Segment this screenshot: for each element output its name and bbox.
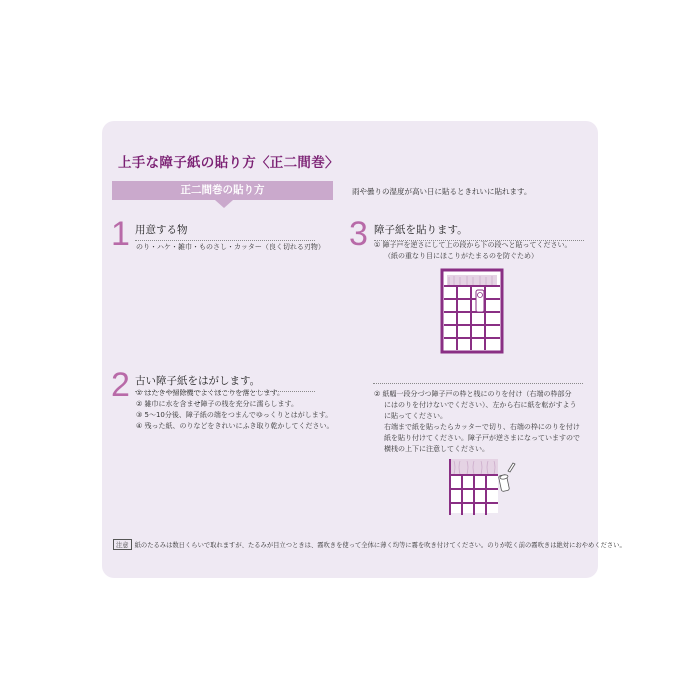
step-2-line-2: ② 雑巾に水を含ませ障子の桟を充分に濡らします。 [136, 400, 298, 408]
step-3-line-6: 右端まで紙を貼ったらカッターで切り、右端の枠にのりを付け [384, 423, 580, 431]
step-3-line-3: ② 紙幅一段分づつ障子戸の枠と桟にのりを付け（右端の枠部分 [374, 390, 572, 398]
paste-roller-illustration [448, 457, 516, 515]
step-heading-3: 障子紙を貼ります。 [374, 222, 584, 241]
step-number-2: 2 [111, 366, 130, 404]
step-3-line-7: 紙を貼り付けてください。障子戸が逆さまになっていますので [384, 434, 580, 442]
step-2-line-3: ③ 5〜10分後、障子紙の端をつまんでゆっくりとはがします。 [136, 411, 333, 419]
step-heading-1: 用意する物 [135, 222, 315, 241]
step-3-line-8: 横桟の上下に注意してください。 [384, 445, 489, 453]
step-heading-2: 古い障子紙をはがします。 [135, 373, 315, 392]
divider-line [373, 383, 583, 384]
step-number-1: 1 [111, 215, 130, 253]
caution-text: 紙のたるみは数日くらいで取れますが、たるみが目立つときは、霧吹きを使って全体に薄く均等に霧を吹き付けてください。のりが乾く前の霧吹きは絶対におやめください。 [134, 542, 626, 549]
caution-note [113, 539, 626, 550]
shoji-frame-illustration [440, 268, 506, 356]
step-3-line-4: にはのりを付けないでください）、左から右に紙を転がすよう [384, 401, 577, 409]
step-3-line-1: ① 障子戸を逆さにして上の段から下の段へと貼ってください。 [374, 241, 572, 249]
humidity-tip: 雨や曇りの湿度が高い日に貼るときれいに貼れます。 [352, 187, 532, 196]
step-text-1: のり・ハケ・雑巾・ものさし・カッター（良く切れる刃物） [136, 243, 325, 251]
step-2-line-4: ④ 残った紙、のりなどをきれいにふき取り乾かしてください。 [136, 422, 334, 430]
section-banner: 正二間巻の貼り方 [112, 181, 333, 200]
step-number-3: 3 [349, 215, 368, 253]
step-3-line-2: （紙の重なり目にほこりがたまるのを防ぐため） [384, 252, 538, 260]
caution-label: 注意 [113, 539, 132, 550]
page-title: 上手な障子紙の貼り方〈正二間巻〉 [118, 155, 339, 171]
step-3-line-5: に貼ってください。 [384, 412, 447, 420]
banner-arrow-icon [215, 200, 233, 208]
step-2-line-1: ① はたきや掃除機でよくほこりを落とします。 [136, 389, 284, 397]
